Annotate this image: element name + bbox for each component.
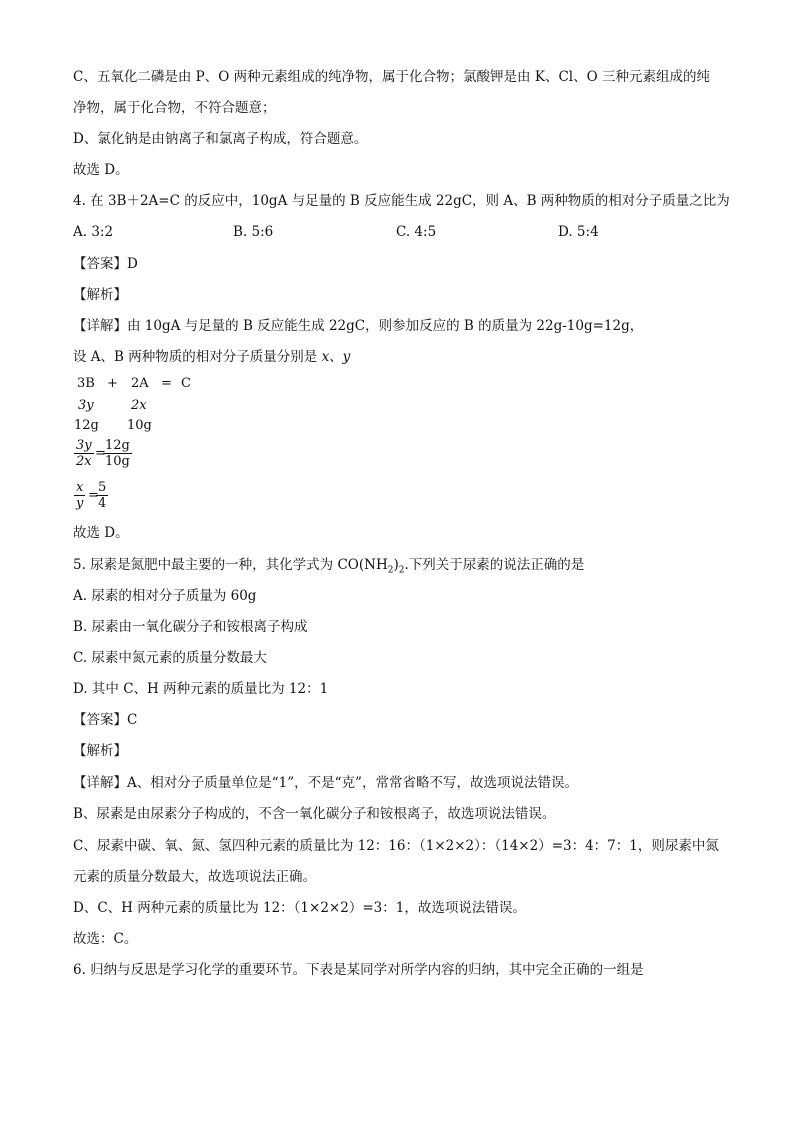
text-line: 故选 D。	[73, 525, 129, 541]
text-line: D、C、H 两种元素的质量比为 12：（1×2×2）=3：1，故选项说法错误。	[73, 900, 526, 916]
analysis-label: 【解析】	[73, 287, 127, 303]
calc-2a: 2A	[131, 376, 149, 391]
calc-12g: 12g	[74, 418, 99, 433]
calc-equals: =	[161, 376, 172, 391]
text-line: 故选 D。	[73, 162, 129, 178]
fraction-equals: =	[88, 488, 99, 503]
text-line	[73, 348, 350, 366]
question-5: 5. 尿素是氮肥中最主要的一种，其化学式为 $CO(NH_2)_2$.下列关于尿素的说法正确的是	[73, 557, 585, 576]
text-line: 故选：C。	[73, 931, 138, 947]
fraction-12g-10g: $\frac{12g}{10g}$	[105, 438, 130, 469]
detail-text: 【详解】由 10gA 与足量的 B 反应能生成 22gC，则参加反应的 B 的质量为 22g-10g=12g，	[73, 318, 644, 334]
answer-label: 【答案】C	[73, 712, 138, 728]
q4-option-c: C. 4:5	[396, 224, 437, 240]
q4-option-a: A. 3:2	[73, 224, 114, 240]
fraction-x-y: $\frac{x}{y}$	[76, 480, 84, 511]
question-6: 6. 归纳与反思是学习化学的重要环节。下表是某同学对所学内容的归纳，其中完全正确的一组是	[73, 962, 644, 978]
text-line: D、氯化钠是由钠离子和氯离子构成，符合题意。	[73, 131, 368, 147]
calc-10g: 10g	[127, 418, 152, 433]
text-line: 元素的质量分数最大，故选项说法正确。	[73, 869, 316, 885]
calc-3y: 3y	[78, 398, 94, 413]
answer-label: 【答案】D	[73, 256, 138, 272]
q4-option-d: D. 5:4	[558, 224, 599, 240]
q5-option-a: A. 尿素的相对分子质量为 60g	[73, 588, 257, 604]
fraction-equals: =	[95, 446, 106, 461]
q4-option-b: B. 5:6	[233, 224, 274, 240]
calc-2x: 2x	[131, 398, 147, 413]
text-line: C、尿素中碳、氧、氮、氢四种元素的质量比为 12：16：（1×2×2）：（14×2）=3：4：7：1，则尿素中氮	[73, 838, 719, 854]
detail-text: 【详解】A、相对分子质量单位是“1”，不是“克”，常常省略不写，故选项说法错误。	[73, 775, 578, 791]
q5-option-c: C. 尿素中氮元素的质量分数最大	[73, 650, 267, 666]
text-line: 净物，属于化合物，不符合题意；	[73, 100, 276, 116]
question-4: 4. 在 3B＋2A=C 的反应中，10gA 与足量的 B 反应能生成 22gC，则 A、B 两种物质的相对分子质量之比为	[73, 193, 730, 209]
analysis-label: 【解析】	[73, 743, 127, 759]
calc-3b: 3B	[77, 376, 95, 391]
calc-plus: +	[107, 376, 118, 391]
set-variables: x、y	[321, 349, 351, 365]
fraction-5-4: $\frac{5}{4}$	[98, 480, 107, 511]
fraction-3y-2x: $\frac{3y}{2x}$	[76, 438, 92, 469]
calc-c: C	[181, 376, 191, 391]
set-text: 设 A、B 两种物质的相对分子质量分别是	[73, 349, 318, 365]
q5-option-d: D. 其中 C、H 两种元素的质量比为 12：1	[73, 681, 329, 697]
text-line: C、五氧化二磷是由 P、O 两种元素组成的纯净物，属于化合物；氯酸钾是由 K、Cl、O 三种元素组成的纯	[73, 69, 710, 85]
text-line: B、尿素是由尿素分子构成的，不含一氧化碳分子和铵根离子，故选项说法错误。	[73, 806, 556, 822]
q5-option-b: B. 尿素由一氧化碳分子和铵根离子构成	[73, 619, 308, 635]
